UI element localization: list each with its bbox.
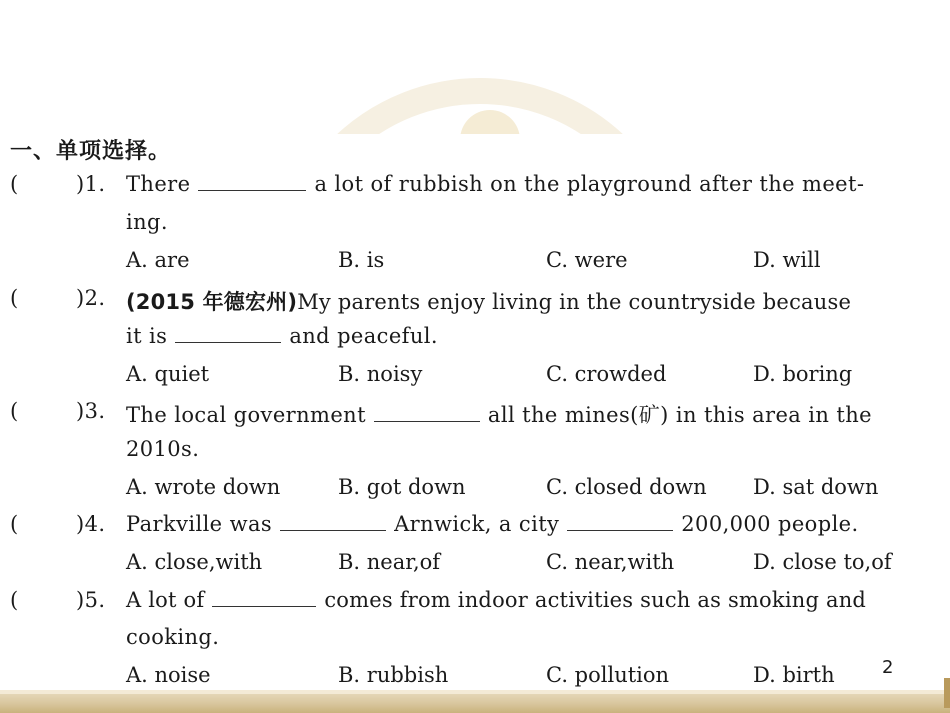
question-text — [126, 399, 872, 429]
option-b: B. rubbish — [338, 663, 449, 687]
question-text — [126, 286, 851, 316]
source-tag: (2015 年德宏州) — [126, 290, 298, 314]
question-text-part: 200,000 people. — [681, 512, 859, 536]
question-text-part: The local government — [126, 403, 366, 427]
option-a: A. are — [126, 248, 190, 272]
question-number: )2. — [76, 286, 106, 310]
option-d: D. birth — [753, 663, 835, 687]
question-text-part: Arnwick, a city — [394, 512, 560, 536]
footer-bar — [0, 690, 950, 713]
answer-paren-open: ( — [10, 512, 19, 536]
answer-blank — [374, 403, 480, 422]
option-b: B. near,of — [338, 550, 441, 574]
answer-paren-open: ( — [10, 588, 19, 612]
question-number: )1. — [76, 172, 106, 196]
option-c: C. crowded — [546, 362, 667, 386]
footer-corner-tab — [944, 678, 950, 708]
option-c: C. closed down — [546, 475, 707, 499]
question-text-line2: it is and peaceful. — [126, 324, 438, 348]
option-d: D. will — [753, 248, 821, 272]
question-number: )5. — [76, 588, 106, 612]
page-number: 2 — [882, 657, 894, 678]
option-d: D. boring — [753, 362, 853, 386]
answer-paren-open: ( — [10, 286, 19, 310]
question-text-part: A lot of — [126, 588, 205, 612]
answer-blank — [280, 512, 386, 531]
question-text-line2: 2010s. — [126, 437, 200, 461]
option-a: A. quiet — [126, 362, 210, 386]
option-d: D. close to,of — [753, 550, 892, 574]
question-text — [126, 172, 946, 196]
option-b: B. is — [338, 248, 385, 272]
question-text-part: Parkville was — [126, 512, 273, 536]
option-c: C. pollution — [546, 663, 670, 687]
question-text — [126, 588, 866, 612]
question-text-part: There — [126, 172, 191, 196]
option-d: D. sat down — [753, 475, 879, 499]
option-c: C. were — [546, 248, 628, 272]
answer-blank — [175, 324, 281, 343]
option-b: B. got down — [338, 475, 466, 499]
answer-blank — [567, 512, 673, 531]
watermark-logo — [270, 78, 690, 134]
question-text-part: a lot of rubbish on the playground after the meet- — [314, 172, 865, 196]
question-number: )4. — [76, 512, 106, 536]
answer-blank — [198, 172, 306, 191]
option-b: B. noisy — [338, 362, 423, 386]
answer-paren-open: ( — [10, 172, 19, 196]
question-number: )3. — [76, 399, 106, 423]
question-text-line2: cooking. — [126, 625, 220, 649]
option-a: A. close,with — [126, 550, 263, 574]
question-text-line2: ing. — [126, 210, 168, 234]
question-text — [126, 512, 859, 536]
question-text-part: all the mines(矿) in this area in the — [487, 403, 872, 427]
answer-paren-open: ( — [10, 399, 19, 423]
question-text-part: My parents enjoy living in the countryside because — [297, 290, 852, 314]
section-title: 一、单项选择。 — [10, 139, 172, 164]
option-c: C. near,with — [546, 550, 675, 574]
option-a: A. wrote down — [126, 475, 281, 499]
question-text-part: comes from indoor activities such as smoking and — [324, 588, 867, 612]
answer-blank — [212, 588, 316, 607]
option-a: A. noise — [126, 663, 211, 687]
